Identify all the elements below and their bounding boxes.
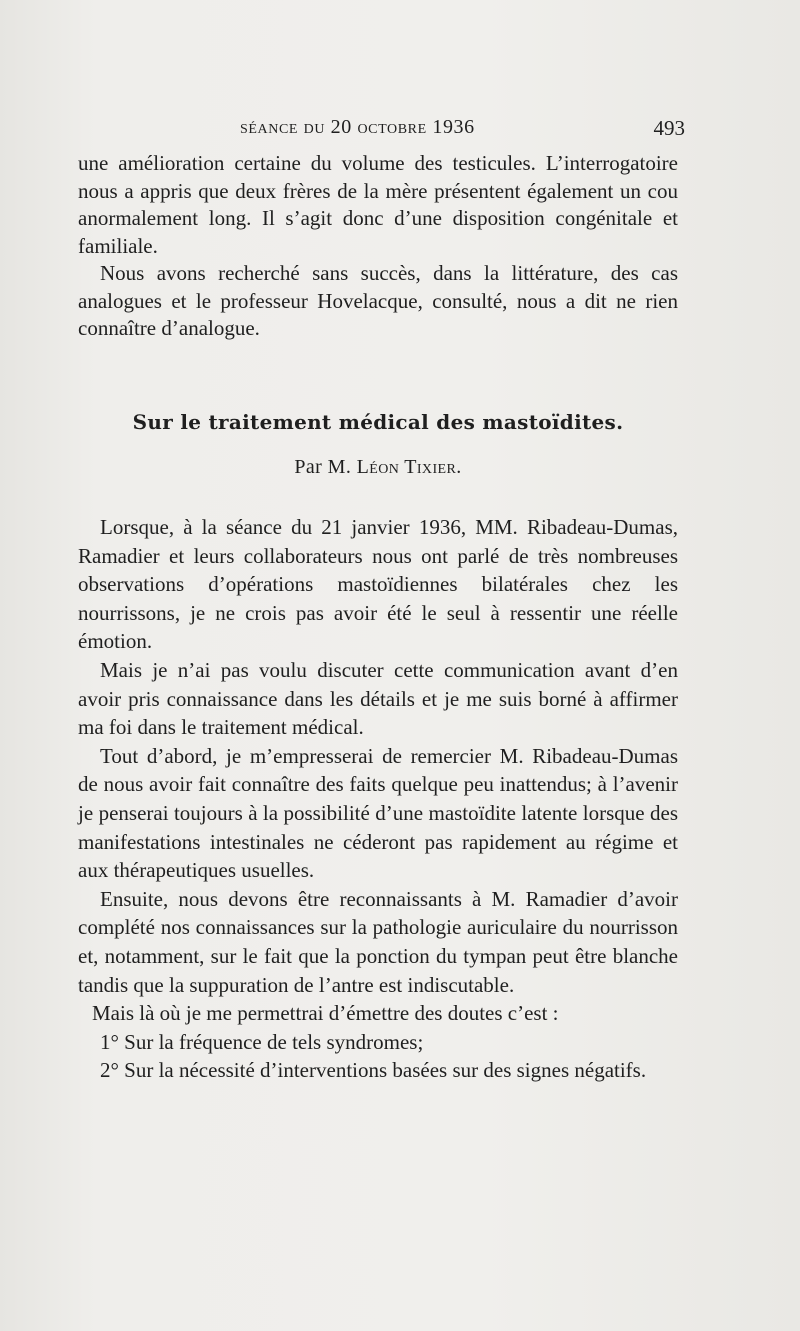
article-body bbox=[78, 513, 678, 1085]
paragraph: Nous avons recherché sans succès, dans la littérature, des cas analogues et le professeur Hovelacque, consulté, nous a dit ne rien connaître d’analogue. bbox=[78, 261, 678, 340]
article-title: Sur le traitement médical des mastoïdites. bbox=[132, 410, 624, 434]
paragraph: Tout d’abord, je m’empresserai de remercier M. Ribadeau-Dumas de nous avoir fait connaître des faits quelque peu inattendus; à l’avenir je penserai toujours à la possibilité d’une mastoïdite latente lorsque des manifestations intestinales ne céderont pas rapidement au régime et aux thérapeutiques usuelles. bbox=[78, 743, 678, 883]
page-number: 493 bbox=[653, 116, 685, 140]
author-name: Léon Tixier. bbox=[356, 456, 462, 478]
continuation-text bbox=[78, 150, 678, 343]
running-title: séance du 20 octobre 1936 bbox=[240, 116, 475, 138]
paragraph: Mais là où je me permettrai d’émettre des doutes c’est : bbox=[92, 1001, 559, 1026]
running-header bbox=[240, 116, 685, 146]
paragraph: Mais je n’ai pas voulu discuter cette communication avant d’en avoir pris connaissance dans les détails et je me suis borné à affirmer ma foi dans le traitement médical. bbox=[78, 657, 678, 740]
paragraph: Ensuite, nous devons être reconnaissants à M. Ramadier d’avoir complété nos connaissances sur la pathologie auriculaire du nourrisson et, notamment, sur le fait que la ponction du tympan peut être blanche tandis que la suppuration de l’antre est indiscutable. bbox=[78, 886, 678, 997]
paragraph: une amélioration certaine du volume des testicules. L’interrogatoire nous a appris que deux frères de la mère présentent également un cou anormalement long. Il s’agit donc d’une disposition congénitale et familiale. bbox=[78, 151, 678, 258]
paragraph: Lorsque, à la séance du 21 janvier 1936, MM. Ribadeau-Dumas, Ramadier et leurs collaborateurs nous ont parlé de très nombreuses observations d’opérations mastoïdiennes bilatérales chez les nourrissons, je ne crois pas avoir été le seul à ressentir une réelle émotion. bbox=[78, 515, 678, 654]
list-item: 2° Sur la nécessité d’interventions basées sur des signes négatifs. bbox=[100, 1058, 647, 1083]
byline-prefix: Par M. bbox=[294, 456, 352, 478]
byline bbox=[78, 456, 678, 479]
list-item: 1° Sur la fréquence de tels syndromes; bbox=[100, 1029, 424, 1054]
